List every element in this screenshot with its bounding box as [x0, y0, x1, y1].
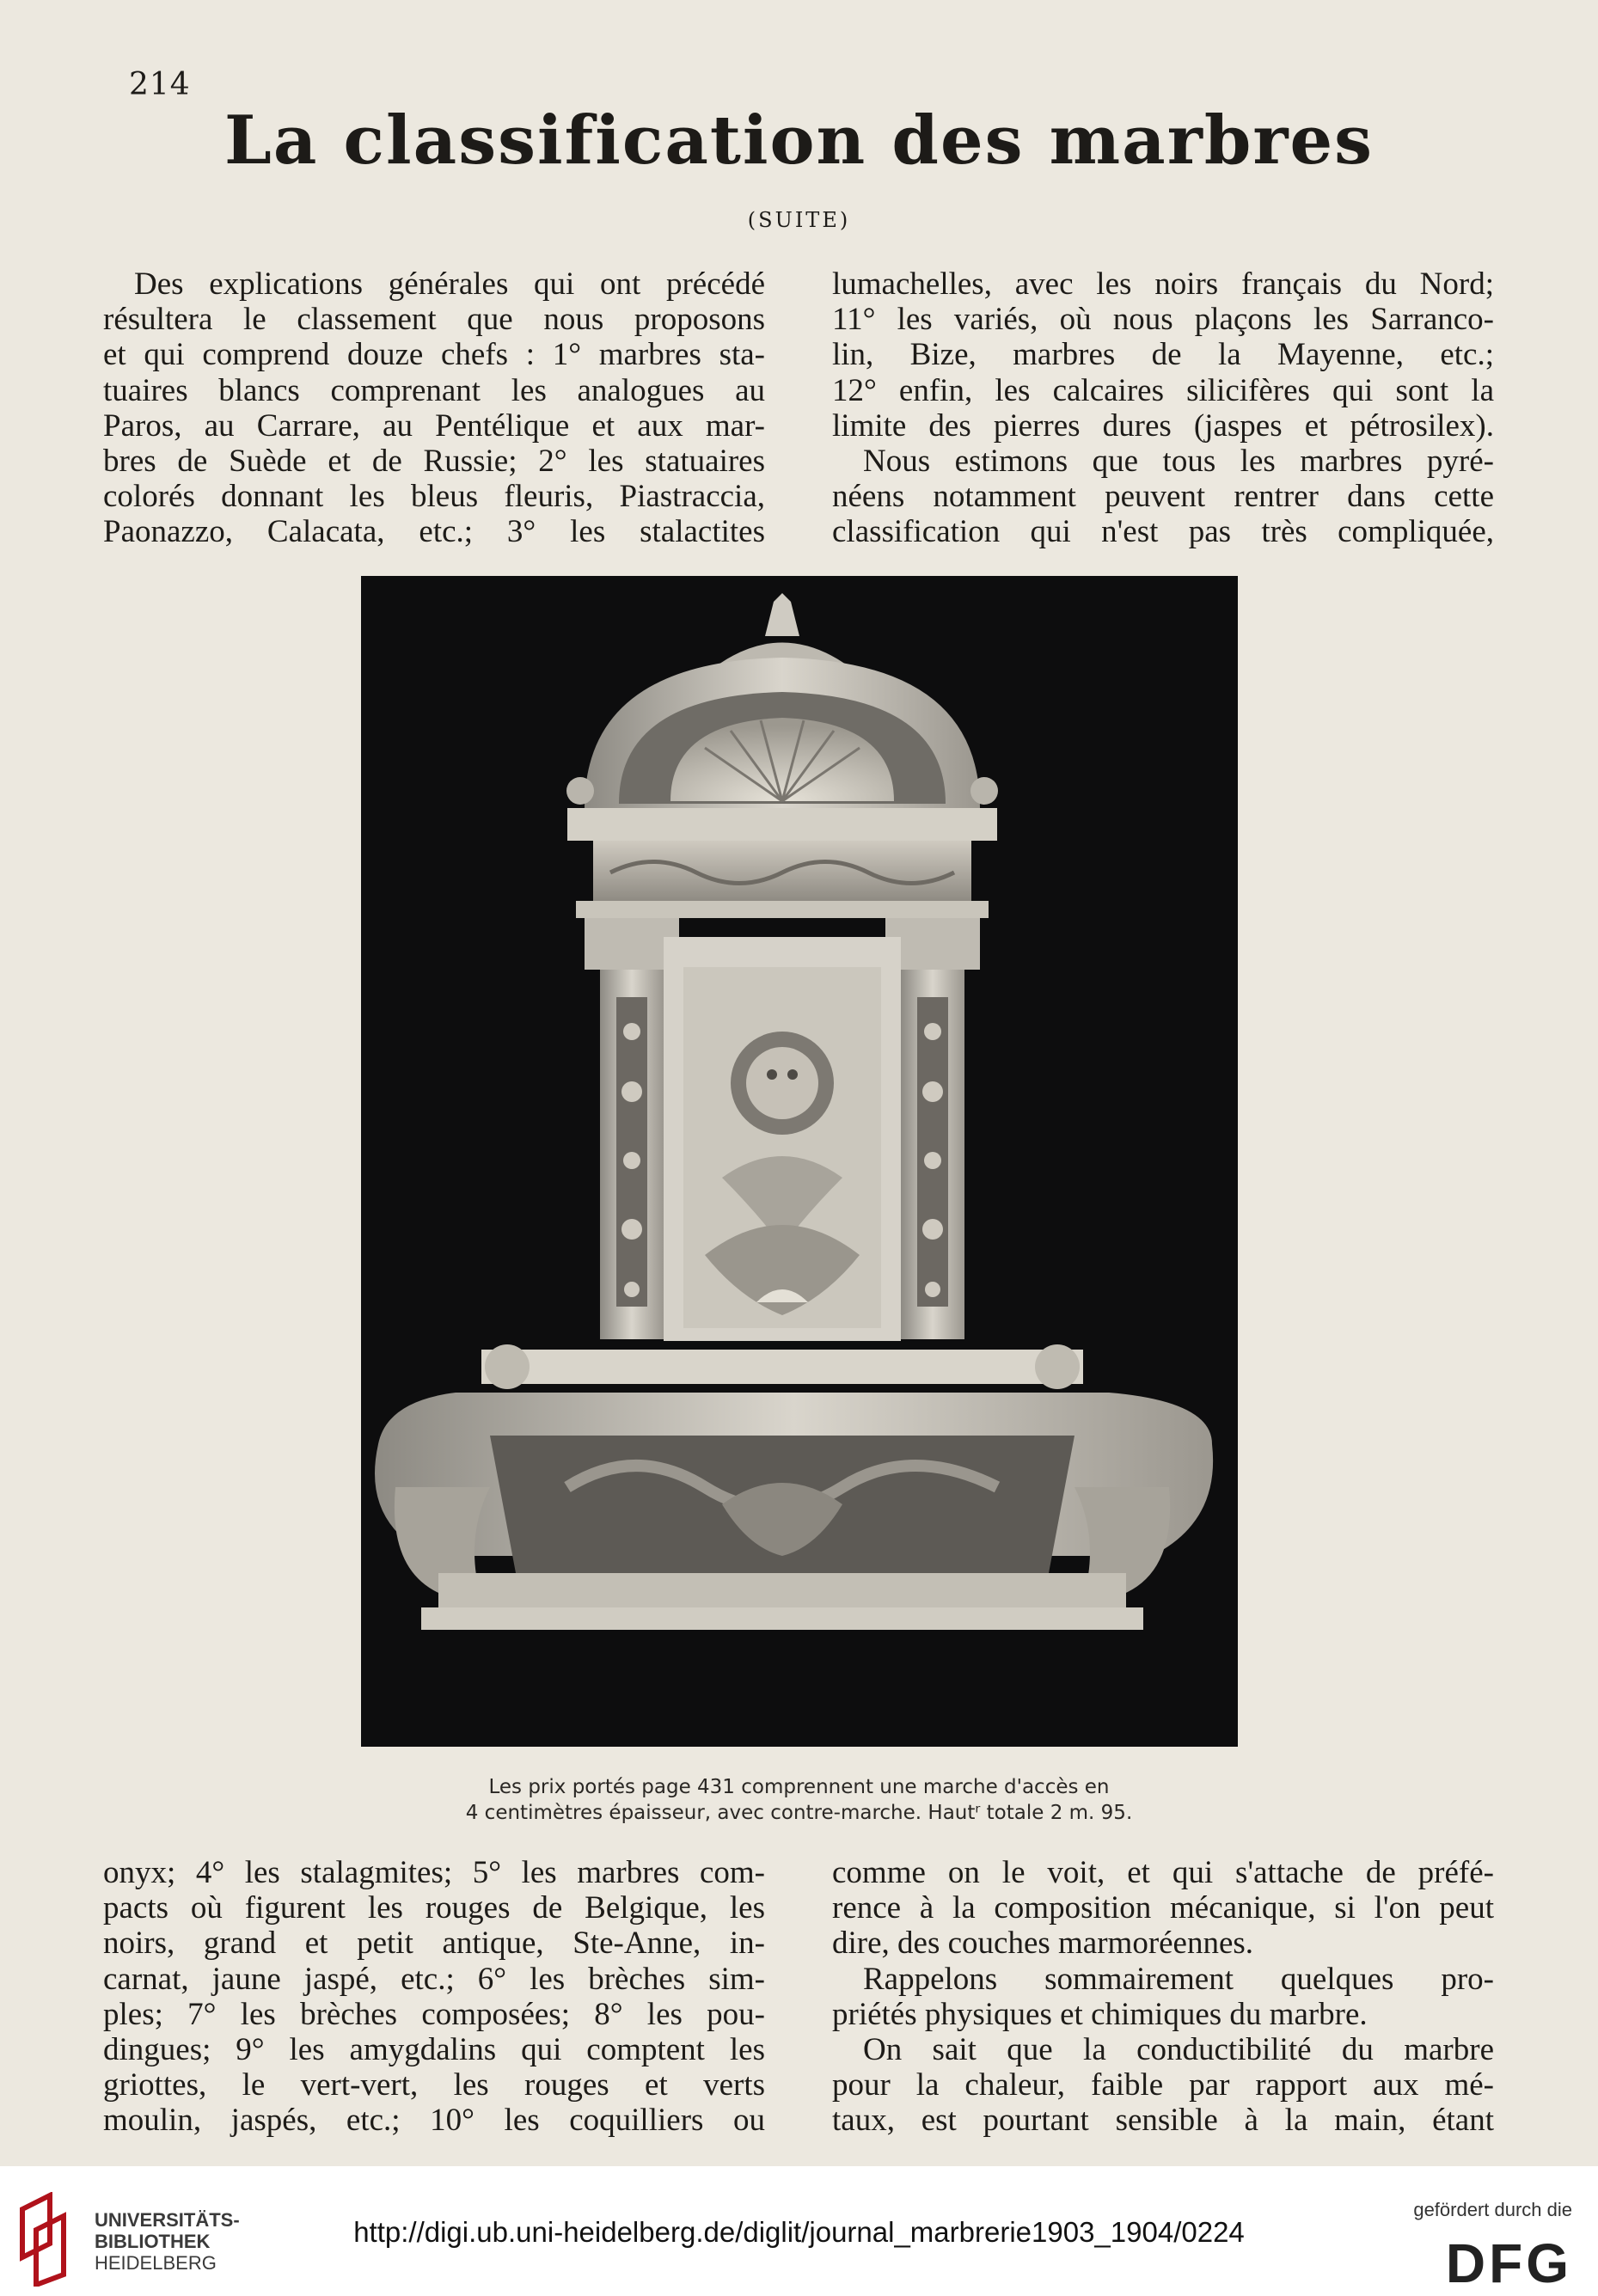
fountain-illustration — [361, 576, 1238, 1747]
text-column-bottom-right — [832, 1855, 1494, 2139]
text-line: taux, est pourtant sensible à la main, étant — [832, 2103, 1494, 2139]
text-column-bottom-left — [103, 1855, 765, 2139]
text-line: Paros, au Carrare, au Pentélique et aux mar- — [103, 407, 765, 444]
text-line: et qui comprend douze chefs : 1° marbres sta- — [103, 337, 765, 373]
text-line: tuaires blancs comprenant les analogues au — [103, 372, 765, 408]
text-line: Nous estimons que tous les marbres pyré- — [863, 444, 1494, 480]
text-line: comme on le voit, et qui s'attache de préfé- — [832, 1855, 1494, 1890]
text-line: lumachelles, avec les noirs français du Nord; — [832, 266, 1494, 302]
text-line: onyx; 4° les stalagmites; 5° les marbres com- — [103, 1855, 765, 1890]
text-line: classification qui n'est pas très compliquée, — [832, 514, 1494, 550]
text-line: résultera le classement que nous proposons — [103, 302, 765, 338]
text-line: colorés donnant les bleus fleuris, Piastraccia, — [103, 479, 765, 515]
text-line: Rappelons sommairement quelques pro- — [863, 1961, 1494, 1997]
text-line: carnat, jaune jaspé, etc.; 6° les brèches sim- — [103, 1961, 765, 1997]
text-line: dire, des couches marmoréennes. — [832, 1926, 1254, 1962]
article-title: La classification des marbres — [223, 101, 1374, 180]
text-line: dingues; 9° les amygdalins qui comptent les — [103, 2032, 765, 2068]
text-line: priétés physiques et chimiques du marbre. — [832, 1996, 1368, 2032]
text-line: 12° enfin, les calcaires silicifères qui sont la — [832, 372, 1494, 408]
text-line: griottes, le vert-vert, les rouges et verts — [103, 2067, 765, 2103]
page-number: 214 — [129, 67, 191, 102]
text-line: pour la chaleur, faible par rapport aux mé- — [832, 2067, 1494, 2103]
library-name-line: BIBLIOTHEK — [95, 2231, 211, 2252]
text-line: rence à la composition mécanique, si l'on peut — [832, 1890, 1494, 1926]
text-line: limite des pierres dures (jaspes et pétrosilex). — [832, 407, 1494, 444]
fountain-photograph — [361, 576, 1238, 1747]
text-line: pacts où figurent les rouges de Belgique, les — [103, 1890, 765, 1926]
text-line: 11° les variés, où nous plaçons les Sarranco- — [832, 302, 1494, 338]
article-subtitle: (SUITE) — [747, 208, 851, 232]
library-name-line: UNIVERSITÄTS- — [95, 2209, 240, 2231]
caption-line: 4 centimètres épaisseur, avec contre-marche. Hautʳ totale 2 m. 95. — [465, 1802, 1133, 1824]
text-line: ples; 7° les brèches composées; 8° les pou- — [103, 1996, 765, 2032]
text-column-top-right — [832, 266, 1494, 550]
text-line: bres de Suède et de Russie; 2° les statuaires — [103, 444, 765, 480]
text-column-top-left — [103, 266, 765, 550]
text-line: néens notamment peuvent rentrer dans cette — [832, 479, 1494, 515]
caption-line: Les prix portés page 431 comprennent une marche d'accès en — [488, 1776, 1110, 1798]
digitization-footer — [0, 2166, 1598, 2296]
dfg-logo: DFG — [1445, 2232, 1572, 2294]
text-line: Paonazzo, Calacata, etc.; 3° les stalactites — [103, 514, 765, 550]
text-line: moulin, jaspés, etc.; 10° les coquilliers ou — [103, 2103, 765, 2139]
funding-label: gefördert durch die — [1413, 2199, 1572, 2220]
figure-caption — [0, 1774, 1598, 1826]
permalink-url[interactable]: http://digi.ub.uni-heidelberg.de/diglit/journal_marbrerie1903_1904/0224 — [353, 2216, 1245, 2248]
text-line: noirs, grand et petit antique, Ste-Anne, in- — [103, 1926, 765, 1962]
text-line: On sait que la conductibilité du marbre — [863, 2032, 1494, 2068]
library-name-line: HEIDELBERG — [95, 2252, 217, 2274]
text-line: lin, Bize, marbres de la Mayenne, etc.; — [832, 337, 1494, 373]
text-line: Des explications générales qui ont précédé — [134, 266, 765, 302]
